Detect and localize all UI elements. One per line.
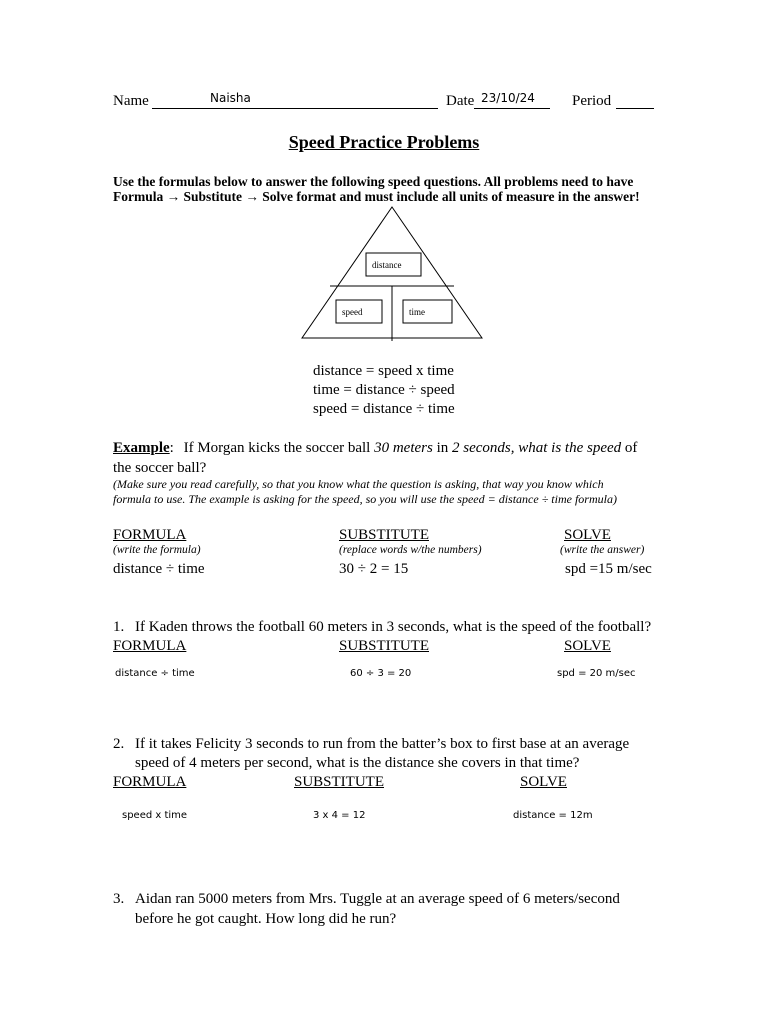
formula-speed: speed = distance ÷ time bbox=[313, 401, 455, 417]
example-answer-formula: distance ÷ time bbox=[113, 561, 205, 577]
example-colon: : bbox=[169, 440, 174, 456]
example-answer-substitute: 30 ÷ 2 = 15 bbox=[339, 561, 409, 577]
name-label: Name bbox=[113, 93, 149, 109]
question-1-col-formula: FORMULA bbox=[113, 638, 187, 654]
example-col-substitute: SUBSTITUTE bbox=[339, 527, 429, 543]
question-2-answer-formula[interactable]: speed x time bbox=[122, 810, 188, 821]
question-2-answer-substitute[interactable]: 3 x 4 = 12 bbox=[313, 810, 366, 821]
question-2-col-solve: SOLVE bbox=[520, 774, 567, 790]
example-question-line-1 bbox=[113, 440, 637, 457]
formula-distance: distance = speed x time bbox=[313, 363, 454, 379]
example-q-part5: of bbox=[621, 440, 638, 456]
triangle-distance-label: distance bbox=[372, 260, 402, 270]
question-2-number: 2. bbox=[113, 736, 125, 752]
page-title: Speed Practice Problems bbox=[288, 132, 480, 152]
question-1-col-solve: SOLVE bbox=[564, 638, 611, 654]
date-field[interactable]: 23/10/24 bbox=[481, 91, 535, 105]
example-col-formula: FORMULA bbox=[113, 527, 187, 543]
question-2-col-substitute: SUBSTITUTE bbox=[294, 774, 384, 790]
question-2-text-line-2: speed of 4 meters per second, what is the distance she covers in that time? bbox=[135, 755, 580, 771]
example-q-part1: If Morgan kicks the soccer ball bbox=[183, 440, 375, 456]
triangle-time-label: time bbox=[409, 307, 425, 317]
question-3-text-line-2: before he got caught. How long did he run? bbox=[135, 911, 397, 927]
question-3-text-line-1: Aidan ran 5000 meters from Mrs. Tuggle at an average speed of 6 meters/second bbox=[135, 891, 620, 907]
example-q-part2: 30 meters bbox=[374, 440, 433, 456]
example-hint-substitute: (replace words w/the numbers) bbox=[339, 544, 482, 556]
example-question-line-2: the soccer ball? bbox=[113, 460, 207, 476]
example-hint-solve: (write the answer) bbox=[560, 544, 645, 556]
example-label: Example bbox=[113, 440, 170, 456]
triangle-speed-label: speed bbox=[342, 307, 363, 317]
period-field[interactable] bbox=[616, 108, 654, 109]
question-2-answer-solve[interactable]: distance = 12m bbox=[513, 810, 593, 821]
period-label: Period bbox=[572, 93, 612, 109]
question-1-answer-formula[interactable]: distance ÷ time bbox=[115, 668, 195, 679]
date-label: Date bbox=[446, 93, 475, 109]
question-1-text: If Kaden throws the football 60 meters in 3 seconds, what is the speed of the football? bbox=[135, 619, 652, 635]
example-q-part3: in bbox=[432, 440, 453, 456]
formula-triangle bbox=[300, 205, 484, 345]
question-2-text-line-1: If it takes Felicity 3 seconds to run from the batter’s box to first base at an average bbox=[135, 736, 630, 752]
question-3-number: 3. bbox=[113, 891, 125, 907]
question-1-answer-solve[interactable]: spd = 20 m/sec bbox=[557, 668, 636, 679]
example-q-part4: 2 seconds, what is the speed bbox=[452, 440, 622, 456]
example-note-line-1: (Make sure you read carefully, so that you know what the question is asking, that way you know which bbox=[113, 477, 604, 491]
instructions-line-1: Use the formulas below to answer the following speed questions. All problems need to have bbox=[113, 174, 634, 189]
question-1-answer-substitute[interactable]: 60 ÷ 3 = 20 bbox=[350, 668, 412, 679]
formula-time: time = distance ÷ speed bbox=[313, 382, 455, 398]
name-field[interactable]: Naisha bbox=[210, 91, 251, 105]
question-1-number: 1. bbox=[113, 619, 125, 635]
question-2-col-formula: FORMULA bbox=[113, 774, 187, 790]
date-underline bbox=[474, 108, 550, 109]
name-underline bbox=[152, 108, 438, 109]
example-note-line-2: formula to use. The example is asking for the speed, so you will use the speed = distance ÷ time formula) bbox=[113, 492, 617, 506]
example-col-solve: SOLVE bbox=[564, 527, 611, 543]
example-hint-formula: (write the formula) bbox=[113, 544, 201, 556]
question-1-col-substitute: SUBSTITUTE bbox=[339, 638, 429, 654]
example-answer-solve: spd =15 m/sec bbox=[565, 561, 652, 577]
instructions-line-2: Formula → Substitute → Solve format and must include all units of measure in the answer! bbox=[113, 189, 640, 204]
